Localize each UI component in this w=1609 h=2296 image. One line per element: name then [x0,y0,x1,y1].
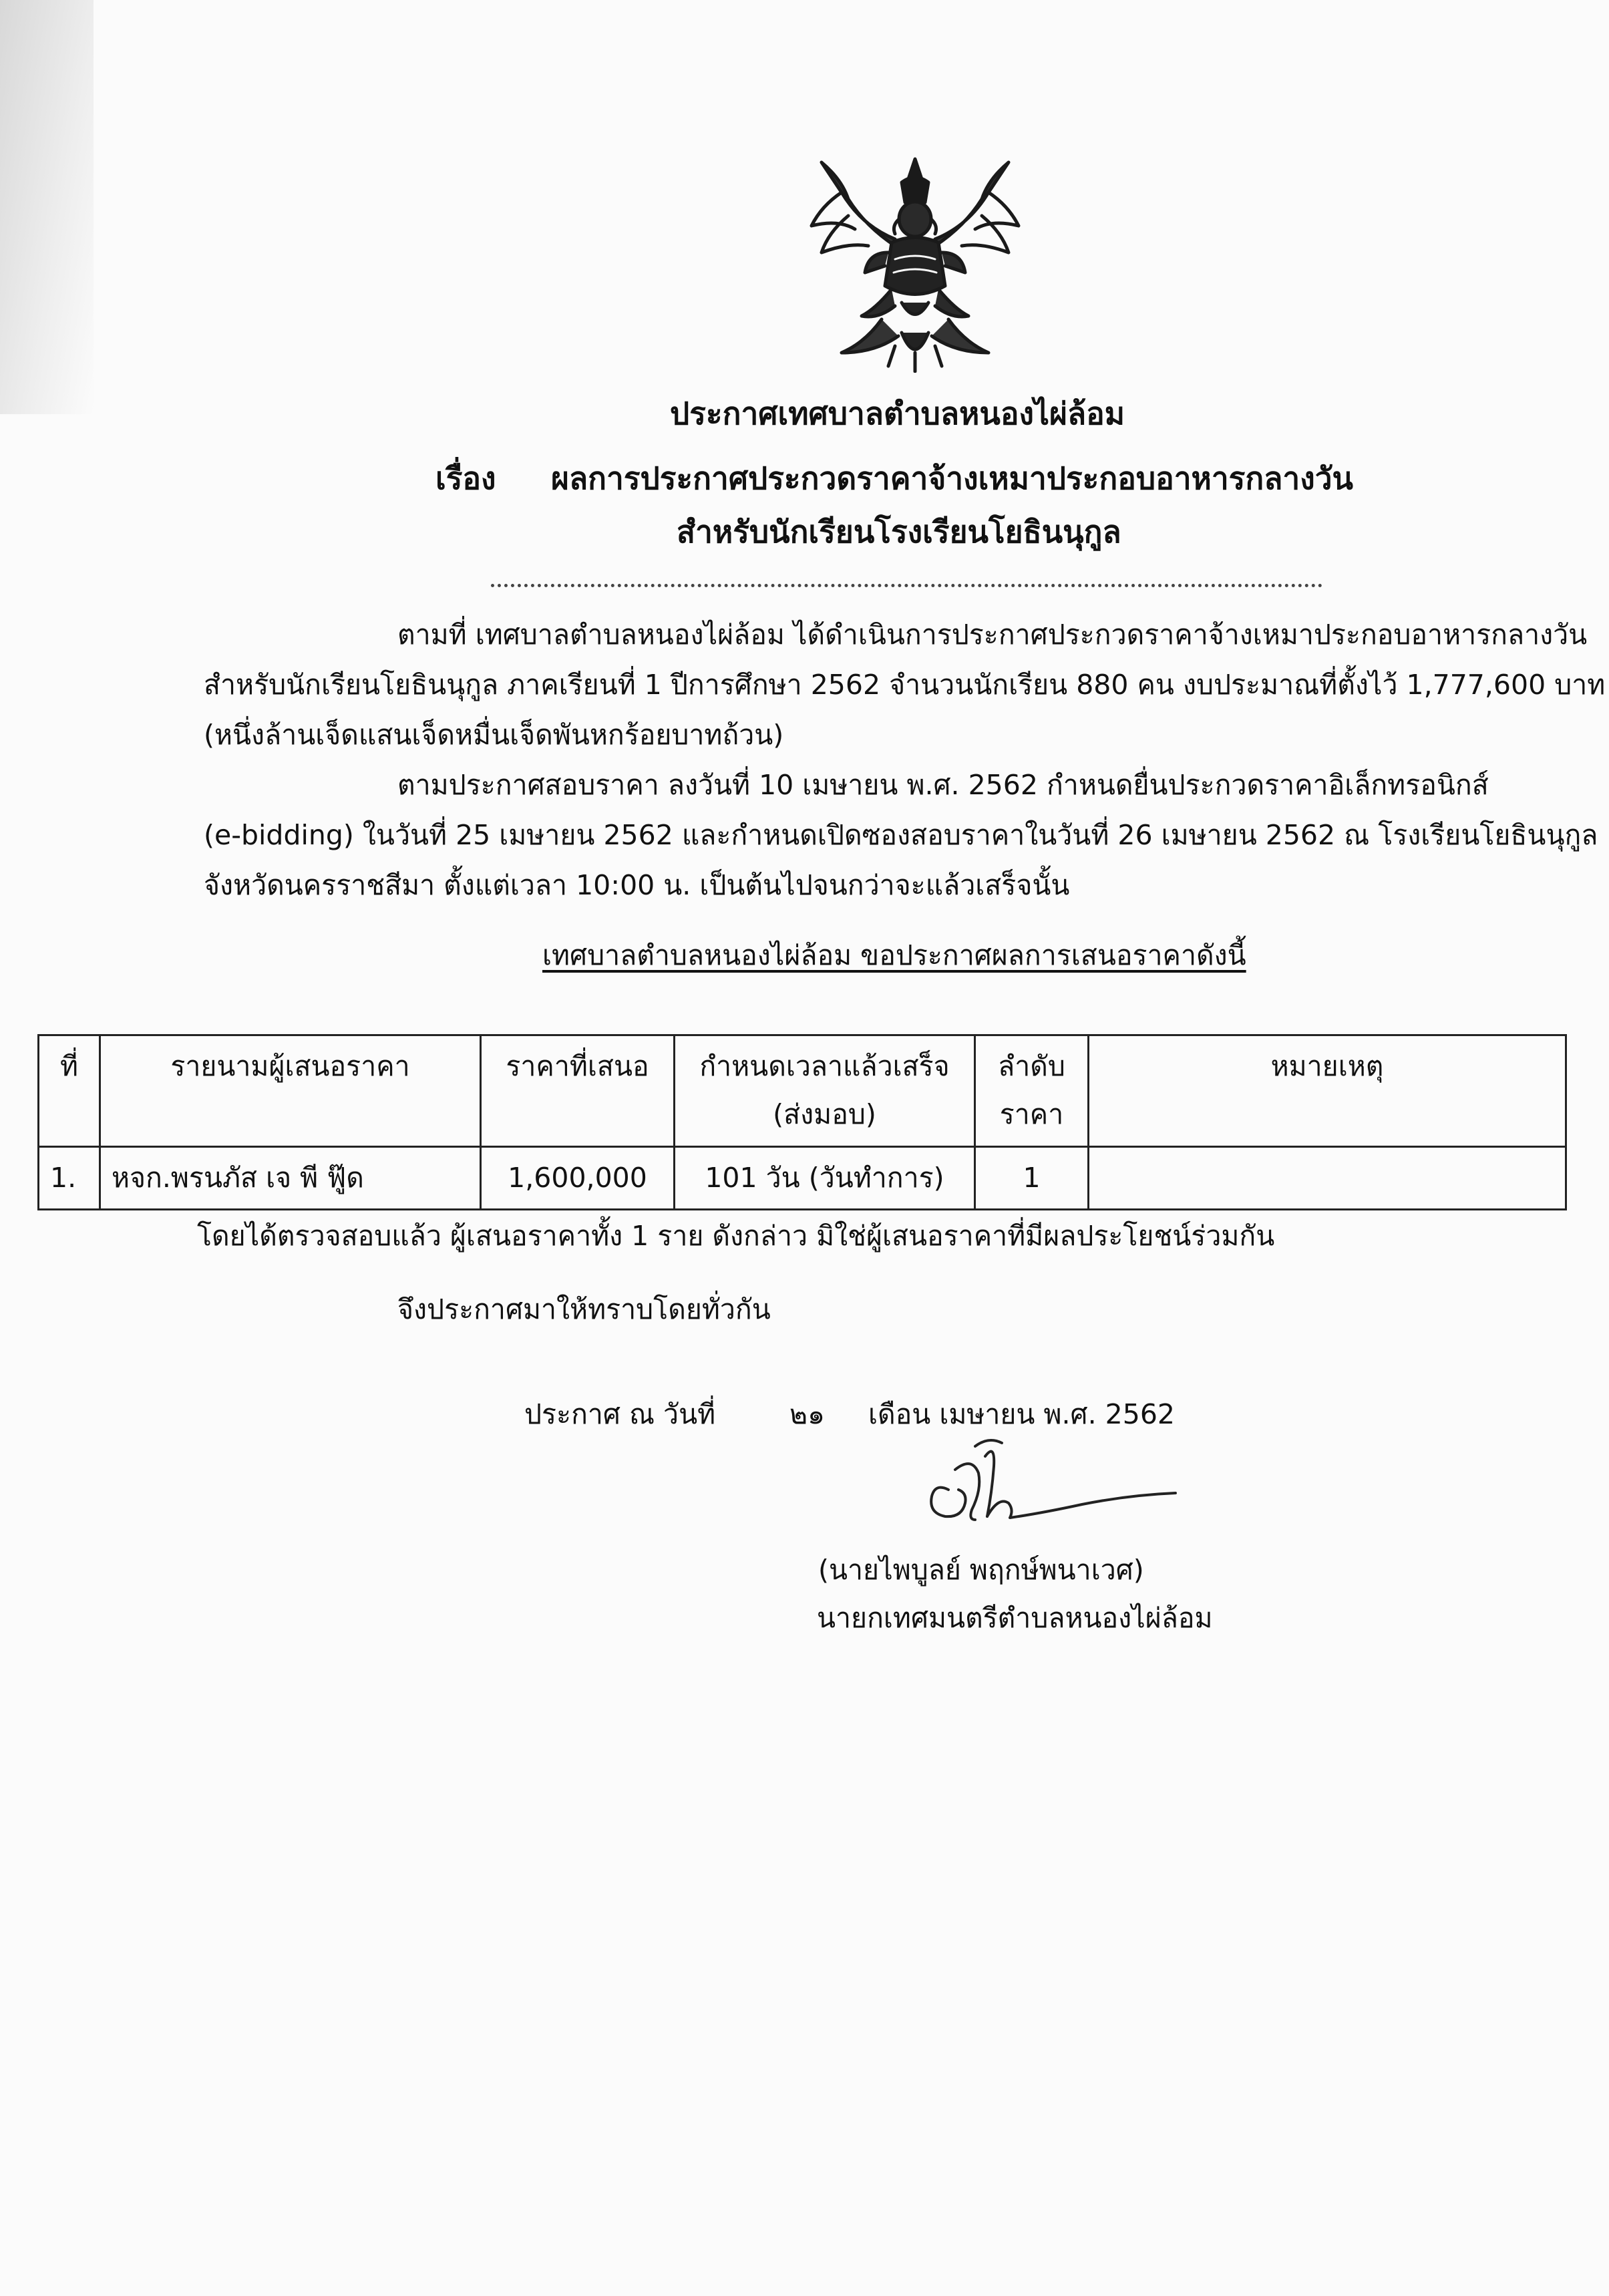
header-deadline [675,1035,975,1147]
cell-price: 1,600,000 [481,1146,675,1210]
garuda-emblem-icon [801,152,1029,373]
header-price: ราคาที่เสนอ [481,1035,675,1147]
announcement-title: ประกาศเทศบาลตำบลหนองไผ่ล้อม [670,395,1125,432]
page-fold-shadow [0,0,94,414]
header-rank-label: ลำดับ [998,1050,1065,1082]
cell-bidder-name: หจก.พรนภัส เจ พี ฟู๊ด [100,1146,481,1210]
signer-name: (นายไพบูลย์ พฤกษ์พนาเวศ) [818,1554,1144,1586]
header-deadline-label: กำหนดเวลาแล้วเสร็จ [699,1050,950,1082]
header-bidder-name: รายนามผู้เสนอราคา [100,1035,481,1147]
table-row [39,1146,1566,1210]
paragraph2-line3: จังหวัดนครราชสีมา ตั้งแต่เวลา 10:00 น. เป็นต้นไปจนกว่าจะแล้วเสร็จนั้น [204,869,1070,901]
header-remark: หมายเหตุ [1089,1035,1566,1147]
bid-results-table [37,1034,1567,1210]
header-no: ที่ [39,1035,100,1147]
handwritten-signature-icon [908,1430,1189,1543]
subject-text: ผลการประกาศประกวดราคาจ้างเหมาประกอบอาหารกลางวัน [551,460,1353,496]
paragraph2-line2: (e-bidding) ในวันที่ 25 เมษายน 2562 และกำหนดเปิดซองสอบราคาในวันที่ 26 เมษายน 2562 ณ โรงเรียนโยธินนุกูล [204,819,1598,851]
subject-label: เรื่อง [435,460,496,496]
header-deadline-sub: (ส่งมอบ) [773,1098,876,1130]
paragraph1-line3: (หนึ่งล้านเจ็ดแสนเจ็ดหมื่นเจ็ดพันหกร้อยบาทถ้วน) [204,719,784,751]
header-rank [975,1035,1089,1147]
subject-text-line2: สำหรับนักเรียนโรงเรียนโยธินนุกูล [677,514,1121,550]
header-rank-sub: ราคา [999,1098,1064,1130]
closing-notice: จึงประกาศมาให้ทราบโดยทั่วกัน [397,1293,771,1325]
cell-deadline: 101 วัน (วันทำการ) [675,1146,975,1210]
cell-no: 1. [39,1146,100,1210]
signer-title: นายกเทศมนตรีตำบลหนองไผ่ล้อม [817,1602,1213,1634]
table-header-row [39,1035,1566,1147]
cell-remark [1089,1146,1566,1210]
cell-rank: 1 [975,1146,1089,1210]
paragraph1-line2: สำหรับนักเรียนโยธินนุกูล ภาคเรียนที่ 1 ปีการศึกษา 2562 จำนวนนักเรียน 880 คน งบประมาณที่ตั้งไว้ 1,777,600 บาท [204,669,1606,701]
paragraph2-line1: ตามประกาศสอบราคา ลงวันที่ 10 เมษายน พ.ศ. 2562 กำหนดยื่นประกวดราคาอิเล็กทรอนิกส์ [397,769,1489,801]
paragraph1-line1: ตามที่ เทศบาลตำบลหนองไผ่ล้อม ได้ดำเนินการประกาศประกวดราคาจ้างเหมาประกอบอาหารกลางวัน [397,619,1588,651]
separator-dots [491,584,1322,587]
date-suffix: เดือน เมษายน พ.ศ. 2562 [868,1398,1175,1430]
results-heading: เทศบาลตำบลหนองไผ่ล้อม ขอประกาศผลการเสนอราคาดังนี้ [542,939,1246,971]
date-prefix: ประกาศ ณ วันที่ [524,1398,716,1430]
date-day: ๒๑ [789,1398,826,1430]
verification-statement: โดยได้ตรวจสอบแล้ว ผู้เสนอราคาทั้ง 1 ราย ดังกล่าว มิใช่ผู้เสนอราคาที่มีผลประโยชน์ร่วมกัน [197,1220,1275,1252]
